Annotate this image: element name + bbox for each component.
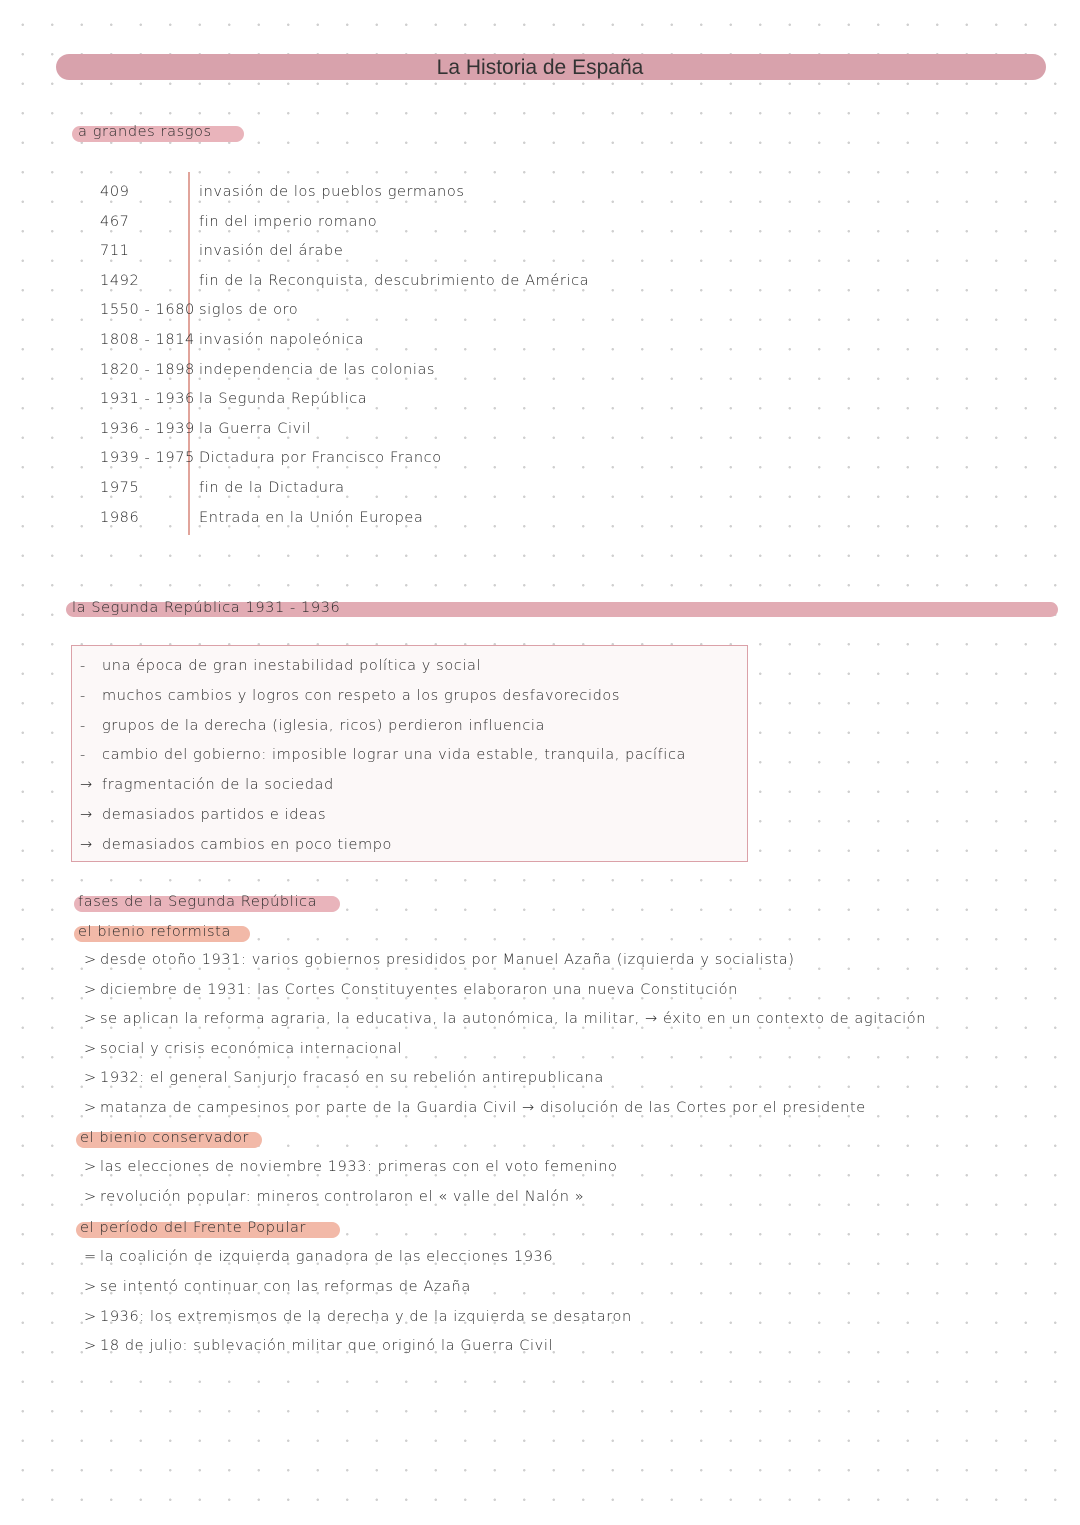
bullet-mark: →	[80, 807, 93, 823]
list-marker: >	[84, 1070, 97, 1087]
list-item: 18 de julio: sublevación militar que originó la Guerra Civil	[100, 1338, 554, 1355]
bullet-text: fragmentación de la sociedad	[102, 777, 334, 794]
frente-popular-heading: el período del Frente Popular	[80, 1220, 307, 1236]
timeline-event: invasión de los pueblos germanos	[199, 184, 465, 200]
timeline-event: la Guerra Civil	[199, 420, 312, 437]
timeline-year: 1939 - 1975	[100, 450, 195, 467]
list-item: la coalición de izquierda ganadora de las elecciones 1936	[100, 1249, 554, 1265]
timeline-event: Dictadura por Francisco Franco	[199, 450, 442, 467]
list-marker: >	[84, 1159, 97, 1175]
list-item: 1936: los extremismos de la derecha y de la izquierda se desataron	[100, 1308, 632, 1325]
bullet-text: muchos cambios y logros con respeto a los grupos desfavorecidos	[102, 687, 621, 704]
timeline-year: 1936 - 1939	[100, 420, 195, 437]
bullet-text: una época de gran inestabilidad política y social	[102, 658, 482, 674]
timeline-event: invasión del árabe	[199, 243, 344, 260]
list-item: matanza de campesinos por parte de la Guardia Civil → disolución de las Cortes por el presidente	[100, 1100, 866, 1116]
timeline-year: 467	[100, 213, 130, 230]
bullet-mark: →	[80, 836, 93, 853]
timeline-year: 711	[100, 243, 130, 260]
timeline-event: fin de la Dictadura	[199, 480, 345, 496]
list-item: 1932: el general Sanjurjo fracasó en su rebelión antirepublicana	[100, 1070, 604, 1087]
timeline-event: Entrada en la Unión Europea	[199, 509, 424, 526]
list-marker: >	[84, 1100, 97, 1116]
list-item: revolución popular: mineros controlaron el « valle del Nalón »	[100, 1188, 585, 1205]
list-marker: >	[84, 952, 97, 968]
bullet-mark: -	[80, 687, 86, 704]
timeline-year: 1931 - 1936	[100, 391, 195, 408]
timeline-year: 409	[100, 184, 130, 200]
list-item: desde otoño 1931: varios gobiernos presididos por Manuel Azaña (izquierda y socialista)	[100, 952, 795, 968]
list-item: se aplican la reforma agraria, la educativa, la autonómica, la militar, → éxito en un contexto de agitación	[100, 1011, 927, 1028]
bullet-mark: →	[80, 777, 93, 794]
timeline-event: siglos de oro	[199, 302, 299, 319]
list-marker: >	[84, 1278, 97, 1295]
page-title: La Historia de España	[436, 56, 644, 79]
bienio-conservador-heading: el bienio conservador	[80, 1130, 249, 1146]
timeline-year: 1986	[100, 509, 140, 526]
bienio-reformista-heading: el bienio reformista	[78, 924, 231, 940]
timeline-year: 1808 - 1814	[100, 332, 195, 348]
timeline-year: 1975	[100, 480, 140, 496]
bullet-text: cambio del gobierno: imposible lograr una vida estable, tranquila, pacífica	[102, 747, 686, 764]
list-marker: >	[84, 1188, 97, 1205]
timeline-event: la Segunda República	[199, 391, 368, 408]
list-item: diciembre de 1931: las Cortes Constituyentes elaboraron una nueva Constitución	[100, 981, 738, 998]
list-marker: >	[84, 981, 97, 998]
timeline-year: 1820 - 1898	[100, 361, 195, 378]
bullet-text: demasiados cambios en poco tiempo	[102, 836, 392, 853]
summary-box	[71, 645, 748, 862]
list-item: las elecciones de noviembre 1933: primeras con el voto femenino	[100, 1159, 618, 1175]
section-b-heading: la Segunda República 1931 - 1936	[72, 600, 341, 616]
timeline-event: fin del imperio romano	[199, 213, 378, 230]
bullet-mark: -	[80, 747, 86, 764]
timeline-event: invasión napoleónica	[199, 332, 364, 348]
timeline-event: independencia de las colonias	[199, 361, 436, 378]
timeline-event: fin de la Reconquista, descubrimiento de América	[199, 272, 590, 289]
list-marker: >	[84, 1338, 97, 1355]
timeline-divider	[188, 172, 190, 535]
list-marker: =	[84, 1249, 97, 1265]
list-marker: >	[84, 1040, 97, 1057]
phases-heading: fases de la Segunda República	[78, 894, 318, 910]
bullet-mark: -	[80, 658, 86, 674]
bullet-text: grupos de la derecha (iglesia, ricos) perdieron influencia	[102, 717, 546, 734]
bullet-mark: -	[80, 717, 86, 734]
bullet-text: demasiados partidos e ideas	[102, 807, 327, 823]
list-item: social y crisis económica internacional	[100, 1040, 403, 1057]
timeline-year: 1550 - 1680	[100, 302, 195, 319]
list-item: se intentó continuar con las reformas de Azaña	[100, 1278, 471, 1295]
section-a-heading: a grandes rasgos	[78, 124, 212, 140]
list-marker: >	[84, 1011, 97, 1028]
list-marker: >	[84, 1308, 97, 1325]
timeline-year: 1492	[100, 272, 140, 289]
